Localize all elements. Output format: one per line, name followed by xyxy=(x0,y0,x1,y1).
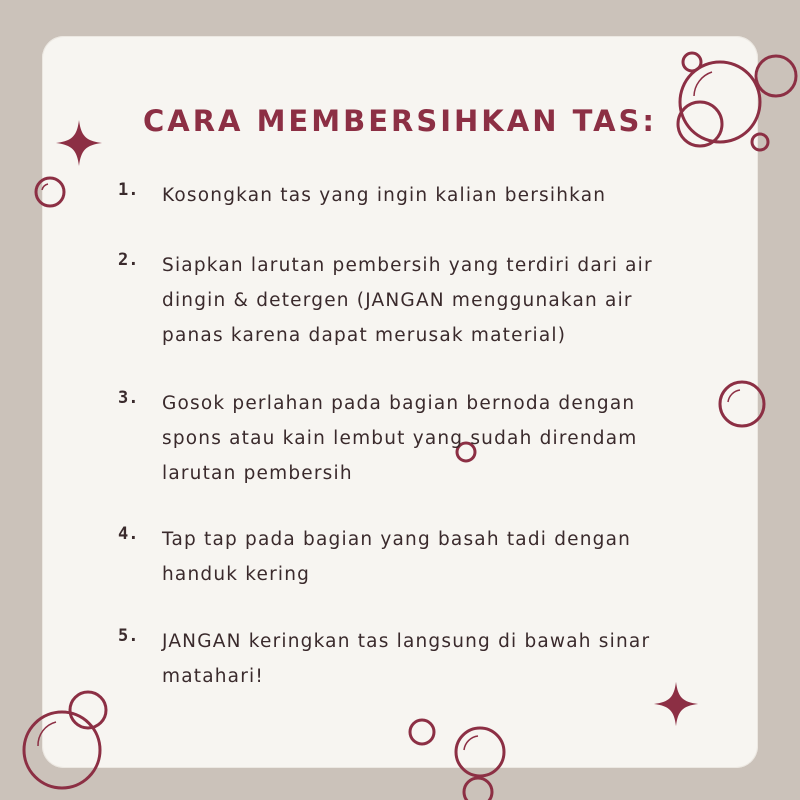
step-number: 5. xyxy=(118,626,139,646)
step-text: Siapkan larutan pembersih yang terdiri dari air dingin & detergen (JANGAN menggunakan air panas karena dapat merusak material) xyxy=(162,255,653,346)
step-text: Kosongkan tas yang ingin kalian bersihkan xyxy=(162,185,607,206)
step-text: Tap tap pada bagian yang basah tadi dengan handuk kering xyxy=(162,529,632,585)
step-number: 3. xyxy=(118,388,139,408)
step-text: JANGAN keringkan tas langsung di bawah sinar matahari! xyxy=(162,631,651,687)
bubble-icon xyxy=(398,708,518,800)
bubble-icon xyxy=(672,40,800,160)
bubble-icon xyxy=(20,686,120,800)
step-text: Gosok perlahan pada bagian bernoda dengan spons atau kain lembut yang sudah direndam larutan pembersih xyxy=(162,393,638,484)
step-number: 4. xyxy=(118,524,139,544)
page-title: CARA MEMBERSIHKAN TAS: xyxy=(142,104,658,138)
step-number: 1. xyxy=(118,180,139,200)
bubble-icon xyxy=(714,376,770,432)
step-number: 2. xyxy=(118,250,139,270)
bubble-icon xyxy=(30,172,70,212)
